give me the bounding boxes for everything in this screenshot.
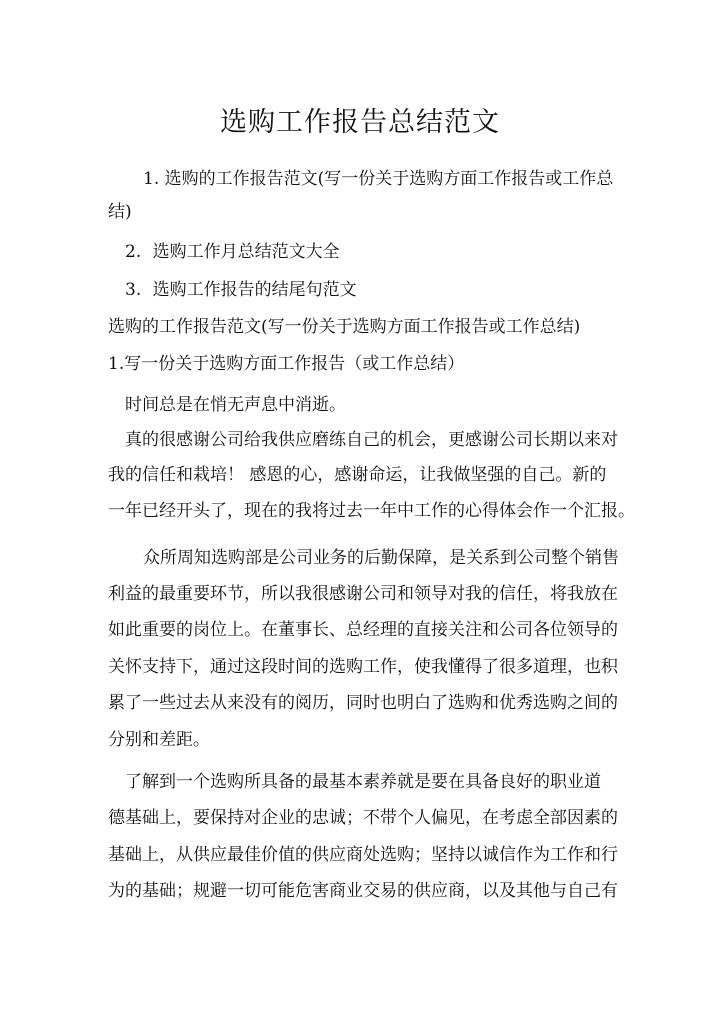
body-line: 我的信任和栽培！ 感恩的心，感谢命运，让我做坚强的自己。新的 [108,465,607,485]
body-line: 众所周知选购部是公司业务的后勤保障，是关系到公司整个销售 [143,548,619,568]
body-line: 一年已经开头了，现在的我将过去一年中工作的心得体会作一个汇报。 [108,501,635,521]
body-line: 为的基础；规避一切可能危害商业交易的供应商，以及其他与自己有 [108,881,618,901]
body-line: 德基础上，要保持对企业的忠诚；不带个人偏见，在考虑全部因素的 [108,808,618,828]
body-line: 了解到一个选购所具备的最基本素养就是要在具备良好的职业道 [125,772,601,792]
section-heading: 选购的工作报告范文(写一份关于选购方面工作报告或工作总结) [108,317,581,337]
toc-item-number: 3. [125,280,142,300]
body-line: 利益的最重要环节，所以我很感谢公司和领导对我的信任，将我放在 [108,584,618,604]
toc-item-number: 1. [143,169,160,189]
body-line: 真的很感谢公司给我供应磨练自己的机会，更感谢公司长期以来对 [125,430,618,450]
sub-heading: 1.写一份关于选购方面工作报告（或工作总结） [108,354,465,374]
body-line: 如此重要的岗位上。在董事长、总经理的直接关注和公司各位领导的 [108,620,618,640]
toc-item-1-continuation: 结) [108,202,132,222]
body-line: 时间总是在悄无声息中消逝。 [125,395,346,415]
toc-item-1[interactable] [143,167,613,191]
body-line: 关怀支持下，通过这段时间的选购工作，使我懂得了很多道理，也积 [108,657,618,677]
toc-item-3[interactable] [125,278,357,302]
document-title: 选购工作报告总结范文 [220,107,500,138]
toc-item-number: 2. [125,242,142,262]
toc-item-2[interactable] [125,240,340,264]
toc-item-label: 选购工作月总结范文大全 [152,242,340,262]
toc-item-label: 选购工作报告的结尾句范文 [152,280,357,300]
body-line: 累了一些过去从来没有的阅历，同时也明白了选购和优秀选购之间的 [108,693,618,713]
toc-item-label: 选购的工作报告范文(写一份关于选购方面工作报告或工作总 [164,169,614,189]
body-line: 分别和差距。 [108,730,210,750]
body-line: 基础上，从供应最佳价值的供应商处选购；坚持以诚信作为工作和行 [108,845,618,865]
